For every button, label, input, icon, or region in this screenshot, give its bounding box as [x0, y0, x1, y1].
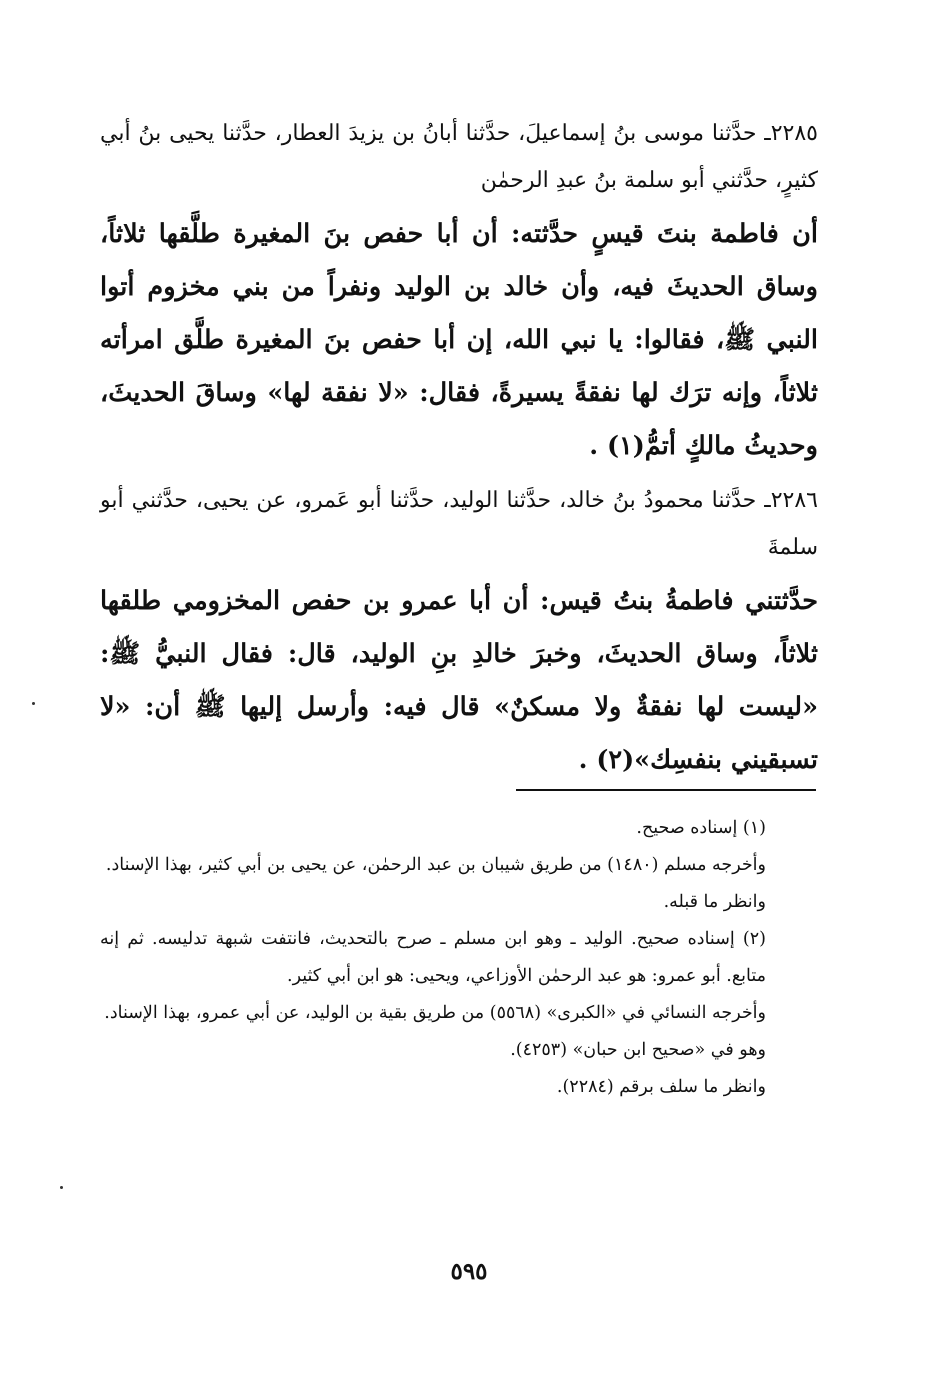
footnote-1: (١) إسناده صحيح. — [636, 818, 766, 838]
footnote-2: (٢) إسناده صحيح. الوليد ـ وهو ابن مسلم ـ صرح بالتحديث، فانتفت شبهة تدليسه. ثم إنه متابع. أبو عمرو: هو عبد الرحمٰن الأوزاعي، ويحيى: هو ابن أبي كثير. — [100, 929, 766, 986]
footnotes — [100, 810, 818, 1106]
scan-speck — [60, 1186, 63, 1189]
hadith-2286-matn: حدَّثتني فاطمةُ بنتُ قيس: أن أبا عمرو بن حفص المخزومي طلقها ثلاثاً، وساق الحديثَ، وخبرَ خالدِ بنِ الوليد، قال: فقال النبيُّ ﷺ: «ليست لها نفقةٌ ولا مسكنٌ» قال فيه: وأرسل إليها ﷺ أن: «لا تسبقيني بنفسِك»(٢) . — [100, 586, 818, 775]
footnote-2-text: وانظر ما سلف برقم (٢٢٨٤). — [556, 1077, 766, 1097]
hadith-2285-isnad: ٢٢٨٥ـ حدَّثنا موسى بنُ إسماعيلَ، حدَّثنا أبانُ بن يزيدَ العطار، حدَّثنا يحيى بنُ أبي كثيرٍ، حدَّثني أبو سلمة بنُ عبدِ الرحمٰن — [100, 121, 818, 193]
footnote-1-text: وانظر ما قبله. — [663, 892, 766, 912]
main-text — [100, 110, 818, 791]
hadith-2285-matn: أن فاطمة بنتَ قيسٍ حدَّثته: أن أبا حفص بنَ المغيرة طلَّقها ثلاثاً، وساق الحديثَ فيه، وأن خالد بن الوليد ونفراً من بني مخزوم أتوا النبي ﷺ، فقالوا: يا نبي الله، إن أبا حفص بنَ المغيرة طلَّق امرأته ثلاثاً، وإنه ترَك لها نفقةً يسيرةً، فقال: «لا نفقة لها» وساقَ الحديثَ، وحديثُ مالكٍ أتمُّ(١) . — [100, 219, 818, 461]
footnote-separator — [516, 789, 816, 791]
scan-speck — [32, 702, 35, 705]
footnote-2-text: وهو في «صحيح ابن حبان» (٤٢٥٣). — [510, 1040, 766, 1060]
footnote-2-text: وأخرجه النسائي في «الكبرى» (٥٥٦٨) من طريق بقية بن الوليد، عن أبي عمرو، بهذا الإسناد. — [104, 1003, 766, 1023]
footnote-1-text: وأخرجه مسلم (١٤٨٠) من طريق شيبان بن عبد الرحمٰن، عن يحيى بن أبي كثير، بهذا الإسناد. — [105, 855, 766, 875]
page-number: ٥٩٥ — [450, 1258, 488, 1285]
hadith-2286-isnad: ٢٢٨٦ـ حدَّثنا محمودُ بنُ خالد، حدَّثنا الوليد، حدَّثنا أبو عَمرو، عن يحيى، حدَّثني أبو سلمةَ — [100, 488, 818, 560]
